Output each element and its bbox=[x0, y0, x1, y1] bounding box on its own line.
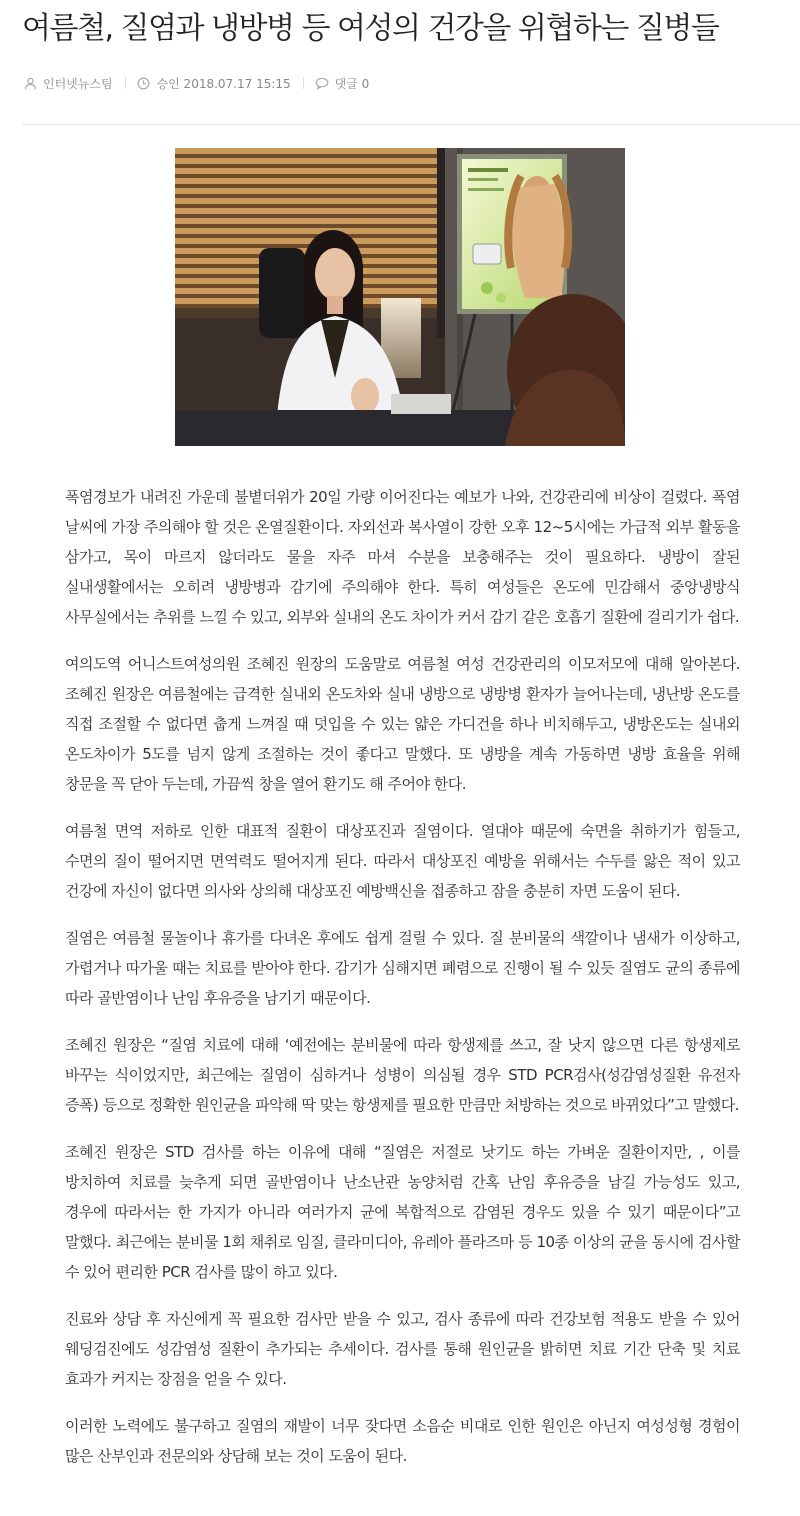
meta-divider bbox=[303, 77, 304, 89]
comment-count-link[interactable]: 댓글 0 bbox=[334, 76, 370, 91]
article-paragraph: 조혜진 원장은 “질염 치료에 대해 ‘예전에는 분비물에 따라 항생제를 쓰고, 잘 낫지 않으면 다른 항생제로 바꾸는 식이었지만, 최근에는 질염이 심하거나 성병이 의심될 경우 STD PCR검사(성감염성질환 유전자 증폭) 등으로 정확한 원인균을 파악해 딱 맞는 항생제를 필요한 만큼만 처방하는 것으로 바뀌었다”고 말했다. bbox=[65, 1036, 740, 1114]
article-paragraph: 폭염경보가 내려진 가운데 불볕더위가 20일 가량 이어진다는 예보가 나와, 건강관리에 비상이 걸렸다. 폭염 날씨에 가장 주의해야 할 것은 온열질환이다. 자외선과 복사열이 강한 오후 12~5시에는 가급적 외부 활동을 삼가고, 목이 마르지 않더라도 물을 자주 마셔 수분을 보충해주는 것이 필요하다. 냉방이 잘된 실내생활에서는 오히려 냉방병과 감기에 주의해야 한다. 특히 여성들은 온도에 민감해서 중앙냉방식 사무실에서는 추위를 느낄 수 있고, 외부와 실내의 온도 차이가 커서 감기 같은 호흡기 질환에 걸리기가 쉽다. bbox=[65, 488, 740, 626]
article-paragraph: 진료와 상담 후 자신에게 꼭 필요한 검사만 받을 수 있고, 검사 종류에 따라 건강보험 적용도 받을 수 있어 웨딩검진에도 성감염성 질환이 추가되는 추세이다. 검사를 통해 원인균을 밝히면 치료 기간 단축 및 치료 효과가 커지는 장점을 얻을 수 있다. bbox=[65, 1310, 740, 1388]
speech-bubble-icon bbox=[314, 75, 330, 91]
article-paragraph: 질염은 여름철 물놀이나 휴가를 다녀온 후에도 쉽게 걸릴 수 있다. 질 분비물의 색깔이나 냄새가 이상하고, 가렵거나 따가울 때는 치료를 받아야 한다. 감기가 심해지면 폐렴으로 진행이 될 수 있듯 질염도 균의 종류에 따라 골반염이나 난임 후유증을 남기기 때문이다. bbox=[65, 929, 740, 1007]
person-icon bbox=[22, 75, 38, 91]
clock-icon bbox=[136, 75, 152, 91]
author-name[interactable]: 인터넷뉴스팀 bbox=[43, 76, 113, 91]
approved-time-info bbox=[136, 75, 291, 92]
article-paragraph: 여름철 면역 저하로 인한 대표적 질환이 대상포진과 질염이다. 열대야 때문에 숙면을 취하기가 힘들고, 수면의 질이 떨어지면 면역력도 떨어지게 된다. 따라서 대상포진 예방을 위해서는 수두를 앓은 적이 있고 건강에 자신이 없다면 의사와 상의해 대상포진 예방백신을 접종하고 잠을 충분히 자면 도움이 된다. bbox=[65, 822, 740, 900]
comments-info bbox=[314, 75, 370, 92]
author-info bbox=[22, 75, 113, 92]
article-body bbox=[65, 482, 740, 1488]
article-paragraph: 여의도역 어니스트여성의원 조혜진 원장의 도움말로 여름철 여성 건강관리의 이모저모에 대해 알아본다. 조혜진 원장은 여름철에는 급격한 실내외 온도차와 실내 냉방으로 냉방병 환자가 늘어나는데, 냉난방 온도를 직접 조절할 수 없다면 춥게 느껴질 때 덧입을 수 있는 얇은 가디건을 하나 비치해두고, 냉방온도는 실내외 온도차이가 5도를 넘지 않게 조절하는 것이 좋다고 말했다. 또 냉방을 계속 가동하면 냉방 효율을 위해 창문을 꼭 닫아 두는데, 가끔씩 창을 열어 환기도 해 주어야 한다. bbox=[65, 655, 740, 793]
article-paragraph: 조혜진 원장은 STD 검사를 하는 이유에 대해 “질염은 저절로 낫기도 하는 가벼운 질환이지만, , 이를 방치하여 치료를 늦추게 되면 골반염이나 난소난관 농양처럼 간혹 난임 후유증을 남길 가능성도 있고, 경우에 따라서는 한 가지가 아니라 여러가지 균에 복합적으로 감염된 경우도 있을 수 있기 때문이다”고 말했다. 최근에는 분비물 1회 채취로 임질, 클라미디아, 유레아 플라즈마 등 10종 이상의 균을 동시에 검사할 수 있어 편리한 PCR 검사를 많이 하고 있다. bbox=[65, 1143, 740, 1281]
header-divider bbox=[22, 124, 800, 125]
article-title: 여름철, 질염과 냉방병 등 여성의 건강을 위협하는 질병들 bbox=[22, 11, 719, 46]
meta-divider bbox=[125, 77, 126, 89]
article-photo bbox=[175, 148, 625, 446]
approved-time: 승인 2018.07.17 15:15 bbox=[156, 76, 291, 91]
article-paragraph: 이러한 노력에도 불구하고 질염의 재발이 너무 잦다면 소음순 비대로 인한 원인은 아닌지 여성성형 경험이 많은 산부인과 전문의와 상담해 보는 것이 도움이 된다. bbox=[65, 1417, 740, 1465]
article-meta bbox=[22, 72, 369, 94]
